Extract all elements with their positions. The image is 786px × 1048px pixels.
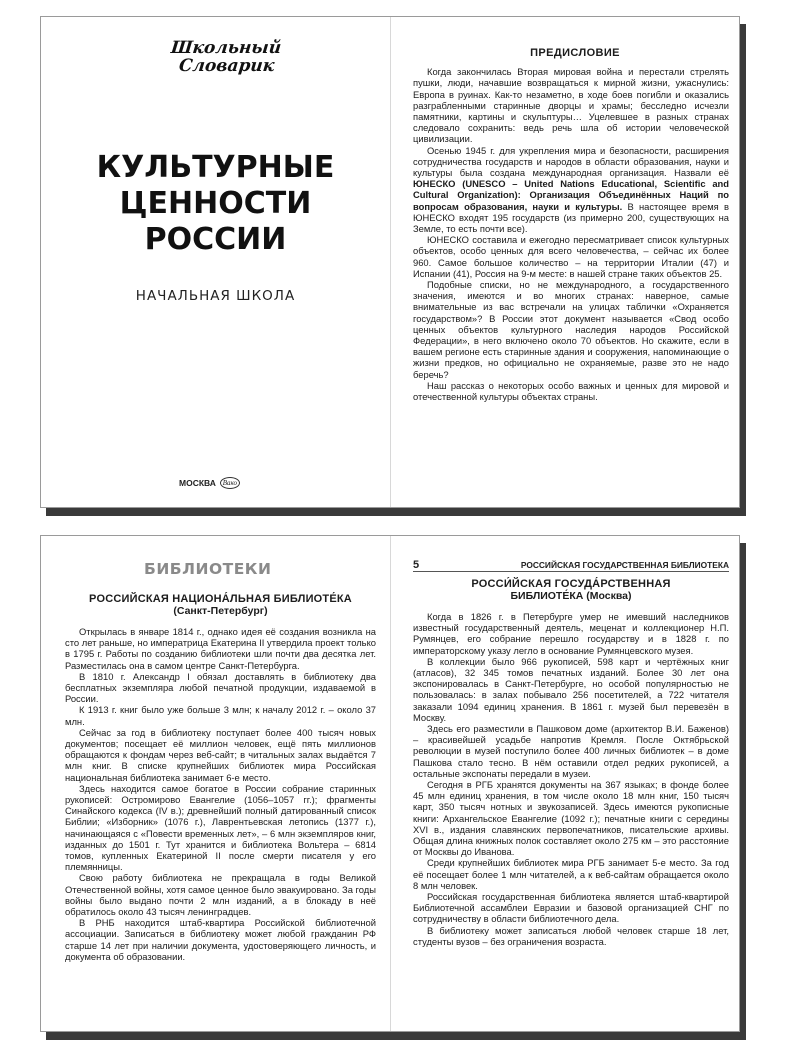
preface-page — [391, 17, 741, 507]
preface-text — [413, 48, 729, 402]
book-title-line-1: КУЛЬТУРНЫЕ — [96, 150, 335, 185]
book-spread-cover — [40, 16, 740, 508]
book-title-line-2: ЦЕННОСТИ — [119, 186, 312, 221]
rnb-paragraph: Сейчас за год в библиотеку поступает более 400 тысяч новых документов; посещает её миллион человек, ещё пять миллионов обращаются к фондам через веб-сайт; в читальных залах выдаётся 7 млн книг. В списке крупнейших библиотек мира Российская национальная библиотека занимает 6-е место. — [65, 726, 376, 783]
rgb-paragraph: В коллекции было 966 рукописей, 598 карт и чертёжных книг (атласов), 32 345 томов печатных изданий. Более 30 лет она экспонировалась в Санкт-Петербурге, но особой популярностью не пользовалась: в залах побывало 256 посетителей, а 722 читателя заказали 1094 единиц хранения. В 1861 г. музей был перевезён в Москву. — [413, 655, 729, 723]
rgb-paragraph: Российская государственная библиотека является штаб-квартирой Библиотечной ассамблеи Евразии и базовой организацией СНГ по сотрудничеству в области библиотечного дела. — [413, 891, 729, 925]
rgb-title-line-1: РОССИ́ЙСКАЯ ГОСУДА́РСТВЕННАЯ — [471, 578, 671, 590]
rnb-article — [65, 593, 376, 962]
preface-paragraph: Когда закончилась Вторая мировая война и перестали стрелять пушки, люди, начавшие возвращаться к мирной жизни, ужаснулись: Европа в руинах. Как-то незаметно, в ходе боев погибли и оказались разграбленными старинные дворцы и храмы; бесследно исчезли памятники, картины и скульптуры… Уцелевшее в разных странах следовало сохранить: ведь речь шла об истории человеческой цивилизации. — [413, 66, 729, 145]
preface-paragraph: Наш рассказ о некоторых особо важных и ценных для мировой и отечественной культуры объектах страны. — [413, 379, 729, 403]
book-subtitle: НАЧАЛЬНАЯ ШКОЛА — [135, 288, 296, 304]
preface-paragraph: Подобные списки, но не международного, а государственного значения, имеются и во многих странах: наверное, самые внимательные из вас встречали на улицах таблички «Охраняется государством»? В России этот документ называется «Свод особо ценных объектов культурного наследия народов Российской Федерации», в него включено около 70 объектов. Но скажите, если в вашем регионе есть старинные здания и сооружения, напоминающие о жизни предков, но официально не охраняемые, разве это не надо беречь? — [413, 279, 729, 380]
book-spread-libraries — [40, 535, 740, 1032]
rnb-title: РОССИЙСКАЯ НАЦИОНА́ЛЬНАЯ БИБЛИОТЕ́КА — [89, 593, 352, 605]
preface-p2-end: В настоящее время в ЮНЕСКО входят 195 государств (из примерно 200, существующих на Земле, то есть почти все). — [413, 200, 729, 235]
rgb-paragraph: Среди крупнейших библиотек мира РГБ занимает 5-е место. За год её посещает более 1 млн читателей, а к веб-сайтам обращается около 8 млн человек. — [413, 857, 729, 891]
book-title — [41, 150, 390, 258]
cover-page — [41, 17, 391, 507]
rgb-page — [391, 536, 741, 1031]
rgb-paragraph: В библиотеку может записаться любой человек старше 18 лет, студенты вузов – без ограничения возраста. — [413, 924, 729, 947]
rgb-title-line-2: БИБЛИОТЕ́КА (Москва) — [510, 590, 632, 602]
book-title-line-3: РОССИИ — [144, 222, 287, 257]
rnb-page — [41, 536, 391, 1031]
rnb-paragraph: Здесь находится самое богатое в России собрание старинных рукописей: Остромирово Евангелие (1056–1057 гг.); фрагменты Синайского кодекса (IV в.); древнейший полный датированный список Библии; «Изборник» (1076 г.), Лаврентьевская летопись (1377 г.), начинающаяся с «Повести временных лет», – 6 млн экземпляров книг, изданных до 1501 г. Тут хранится и библиотека Вольтера – 6814 томов, купленных Екатериной II после смерти писателя у его племянницы. — [65, 782, 376, 873]
rgb-paragraph: Когда в 1826 г. в Петербурге умер не имевший наследников известный государственный деятель, меценат и коллекционер Н.П. Румянцев, его собрание перешло государству и в 1828 г. по императорскому указу легло в основание Румянцевского музея. — [413, 611, 729, 656]
rnb-paragraph: Свою работу библиотека не прекращала в годы Великой Отечественной войны, хотя самое ценное было эвакуировано. За годы войны было выдано почти 2 млн изданий, а в блокаду в неё обратилось около 43 тысяч ленинградцев. — [65, 872, 376, 918]
preface-p2-start: Осенью 1945 г. для укрепления мира и безопасности, расширения сотрудничества государств и народов в области образования, науки и культуры была создана международная организация. Назвали её — [413, 144, 729, 179]
series-logo-line-2: Словарик — [177, 56, 276, 76]
rgb-paragraph: Здесь его разместили в Пашковом доме (архитектор В.И. Баженов) – красивейшей усадьбе напротив Кремля. После Октябрьской революции в музей поступило более 400 личных библиотек – в доме Пашкова стало тесно. В нём оставили отдел редких рукописей, а остальные экспонаты передали в музеи. — [413, 723, 729, 779]
preface-title: ПРЕДИСЛОВИЕ — [530, 47, 620, 59]
rnb-subtitle: (Санкт-Петербург) — [173, 605, 268, 617]
rnb-paragraph: Открылась в январе 1814 г., однако идея её создания возникла на сто лет раньше, но императрица Екатерина II утвердила проект только в 1795 г. Работы по созданию библиотеки шли почти два десятка лет. Разместилась она в самом центре Санкт-Петербурга. — [65, 626, 376, 671]
series-logo — [171, 39, 281, 97]
page-number: 5 — [413, 559, 420, 571]
unesco-definition: ЮНЕСКО (UNESCO – United Nations Educational, Scientific and Cultural Organization): Организация Объединённых Наций по вопросам образования, науки и культуры. — [413, 178, 729, 212]
section-title: БИБЛИОТЕКИ — [144, 560, 272, 578]
rgb-article — [413, 578, 729, 947]
publisher-logo-icon: Вако — [220, 477, 240, 489]
publisher-city: МОСКВА — [179, 478, 216, 488]
rnb-paragraph: К 1913 г. книг было уже больше 3 млн; к началу 2012 г. – около 37 млн. — [65, 704, 376, 727]
publisher-imprint — [179, 477, 240, 489]
rnb-paragraph: В РНБ находится штаб-квартира Российской библиотечной ассоциации. Записаться в библиотеку может любой гражданин РФ старше 14 лет при наличии документа, удостоверяющего личность, и документа об образовании. — [65, 917, 376, 962]
preface-paragraph-unesco — [413, 145, 729, 235]
rgb-paragraph: Сегодня в РГБ хранятся документы на 367 языках; в фонде более 45 млн единиц хранения, в том числе около 18 млн книг, 150 тысяч карт, 350 тысяч нотных и звукозаписей. Здесь имеются рукописные книги: Архангельское Евангелие (1092 г.); печатные книги с середины XVI в., издания славянских первопечатников, писательские архивы. Общая длина книжных полок составляет около 275 км – это расстояние от Москвы до Иванова. — [413, 779, 729, 858]
series-logo-line-1: Школьный — [169, 38, 283, 58]
preface-paragraph: ЮНЕСКО составила и ежегодно пересматривает список культурных объектов, особо ценных для всего человечества, – сейчас их более 960. Самое большое количество – на территории Италии (47) и Испании (41), Россия на 9-м месте: в нашей стране таких объектов 25. — [413, 234, 729, 279]
running-head — [413, 556, 729, 572]
rnb-paragraph: В 1810 г. Александр I обязал доставлять в библиотеку два бесплатных экземпляра любой печатной продукции, издаваемой в России. — [65, 670, 376, 705]
running-title: РОССИЙСКАЯ ГОСУДАРСТВЕННАЯ БИБЛИОТЕКА — [520, 560, 729, 570]
